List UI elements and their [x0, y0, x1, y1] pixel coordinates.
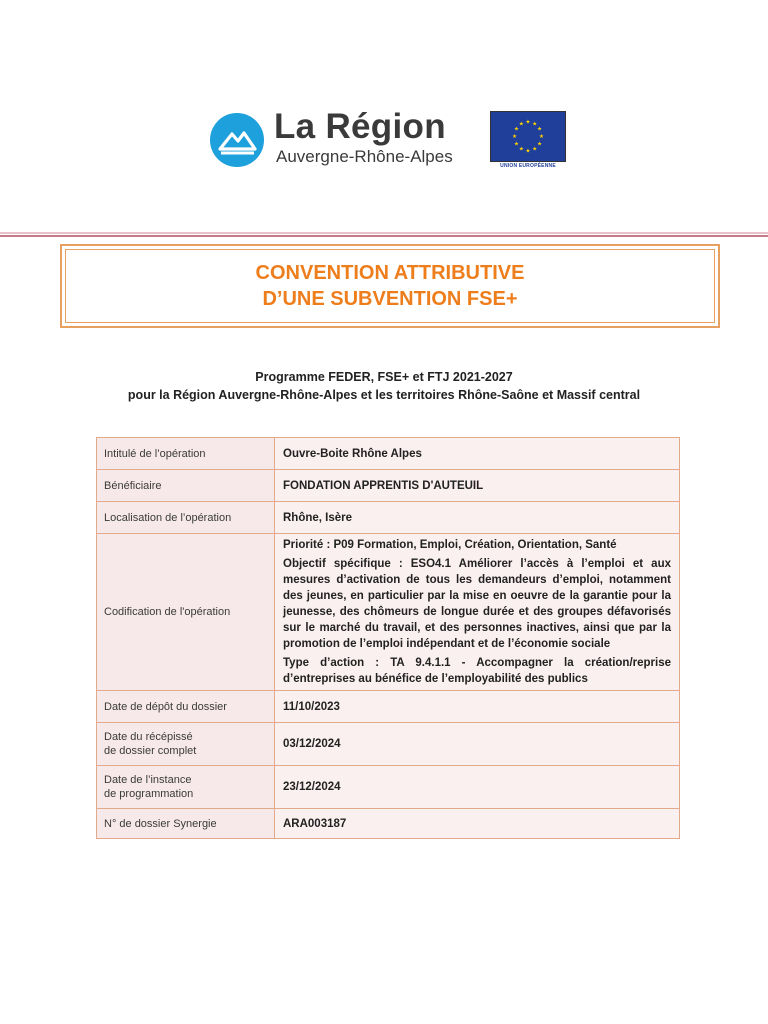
table-row — [97, 691, 680, 723]
label-instance — [97, 766, 275, 809]
svg-text:★: ★ — [525, 119, 531, 126]
operation-info-table — [96, 437, 680, 839]
svg-text:★: ★ — [518, 146, 524, 153]
table-row — [97, 470, 680, 502]
codification-priorite: Priorité : P09 Formation, Emploi, Création, Orientation, Santé — [283, 539, 617, 551]
label-localisation: Localisation de l’opération — [97, 502, 275, 534]
svg-text:★: ★ — [532, 146, 538, 153]
value-codification — [275, 534, 680, 691]
title-line-1: CONVENTION ATTRIBUTIVE — [255, 262, 525, 284]
svg-text:★: ★ — [525, 148, 531, 155]
table-row — [97, 438, 680, 470]
table-row — [97, 723, 680, 766]
programme-line-2: pour la Région Auvergne-Rhône-Alpes et les territoires Rhône-Saône et Massif central — [127, 388, 641, 402]
region-subtitle: Auvergne-Rhône-Alpes — [276, 147, 453, 166]
codification-objectif: Objectif spécifique : ESO4.1 Améliorer l’accès à l’emploi et aux mesures d’activation de tous les demandeurs d’emploi, notamment des jeunes, en particulier par la mise en oeuvre de la garantie pour la jeunesse, des chômeurs de longue durée et des groupes défavorisés sur le marché du travail, et des personnes inactives, ainsi que par la promotion de l’emploi indépendant et de l’économie sociale — [283, 558, 671, 650]
svg-text:★: ★ — [536, 126, 543, 133]
label-recepisse-line-2: de dossier complet — [104, 745, 197, 757]
value-synergie: ARA003187 — [275, 809, 680, 839]
value-beneficiaire: FONDATION APPRENTIS D'AUTEUIL — [275, 470, 680, 502]
label-recepisse — [97, 723, 275, 766]
label-recepisse-line-1: Date du récépissé — [104, 731, 193, 743]
table-row — [97, 502, 680, 534]
programme-line-1: Programme FEDER, FSE+ et FTJ 2021-2027 — [255, 370, 513, 384]
region-name: La Région — [274, 107, 446, 146]
label-beneficiaire: Bénéficiaire — [97, 470, 275, 502]
region-logo-icon — [210, 113, 264, 167]
eu-label: UNION EUROPÉENNE — [500, 163, 556, 169]
value-intitule: Ouvre-Boite Rhône Alpes — [275, 438, 680, 470]
svg-text:★: ★ — [538, 133, 545, 140]
eu-flag-icon — [490, 111, 566, 162]
svg-text:★: ★ — [518, 121, 524, 128]
svg-text:★: ★ — [513, 126, 520, 133]
svg-text:★: ★ — [511, 133, 518, 140]
programme-heading — [0, 368, 768, 404]
svg-text:★: ★ — [536, 141, 543, 148]
value-depot: 11/10/2023 — [275, 691, 680, 723]
title-line-2: D’UNE SUBVENTION FSE+ — [262, 288, 518, 310]
value-instance: 23/12/2024 — [275, 766, 680, 809]
table-row — [97, 809, 680, 839]
header-divider — [0, 232, 768, 237]
value-localisation: Rhône, Isère — [275, 502, 680, 534]
table-row — [97, 766, 680, 809]
label-instance-line-2: de programmation — [104, 788, 194, 800]
svg-text:★: ★ — [513, 141, 520, 148]
codification-type-action: Type d’action : TA 9.4.1.1 - Accompagner la création/reprise d’entreprises au bénéfice de l’employabilité des publics — [283, 657, 671, 685]
table-row — [97, 534, 680, 691]
label-codification: Codification de l'opération — [97, 534, 275, 691]
value-recepisse: 03/12/2024 — [275, 723, 680, 766]
label-instance-line-1: Date de l’instance — [104, 774, 192, 786]
label-synergie: N° de dossier Synergie — [97, 809, 275, 839]
title-box — [60, 244, 720, 328]
title-inner — [65, 249, 715, 323]
label-intitule: Intitulé de l’opération — [97, 438, 275, 470]
svg-text:★: ★ — [532, 121, 538, 128]
logo-area — [210, 108, 570, 170]
label-depot: Date de dépôt du dossier — [97, 691, 275, 723]
